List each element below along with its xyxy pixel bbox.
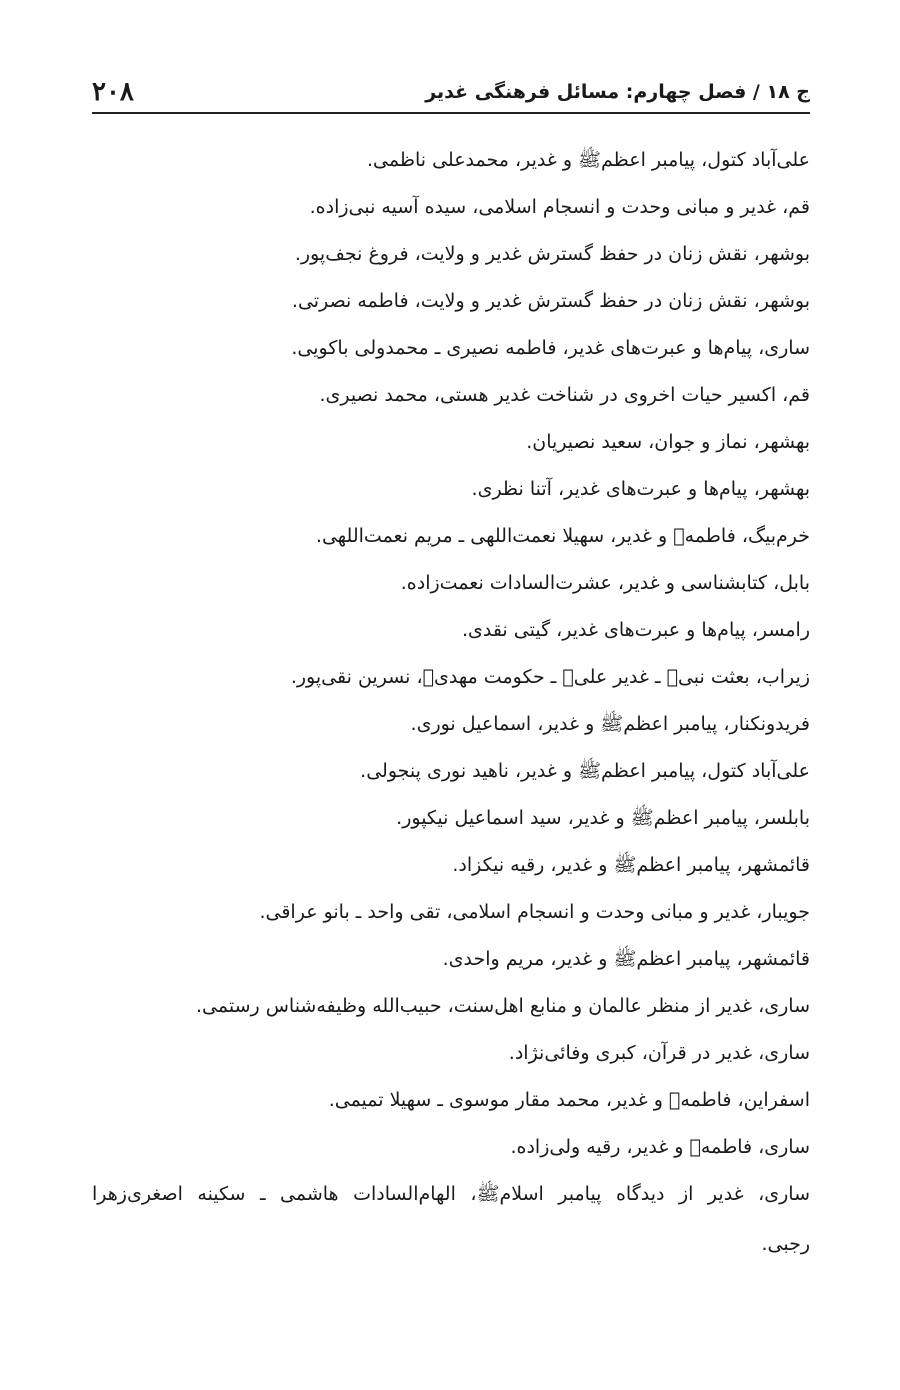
list-item: اسفراین، فاطمهؑ و غدیر، محمد مقار موسوی ـ سهیلا تمیمی.: [328, 1089, 810, 1111]
list-item: ساری، فاطمهؑ و غدیر، رقیه ولی‌زاده.: [510, 1136, 810, 1158]
page-header: [92, 72, 810, 114]
list-item: علی‌آباد کتول، پیامبر اعظمﷺ و غدیر، محمدعلی ناظمی.: [366, 149, 810, 171]
list-item: ساری، غدیر از منظر عالمان و منابع اهل‌سنت، حبیب‌الله وظیفه‌شناس رستمی.: [195, 995, 810, 1017]
list-item: بابل، کتابشناسی و غدیر، عشرت‌السادات نعمت‌زاده.: [400, 572, 810, 594]
list-item: علی‌آباد کتول، پیامبر اعظمﷺ و غدیر، ناهید نوری پنجولی.: [360, 760, 810, 782]
list-item-line: ساری، غدیر از دیدگاه پیامبر اسلامﷺ، الهام‌السادات هاشمی ـ سکینه اصغری‌زهرا: [92, 1183, 810, 1205]
list-item: ساری، غدیر در قرآن، کبری وفائی‌نژاد.: [508, 1042, 810, 1064]
entries-list: [92, 148, 810, 1282]
running-head: ج ۱۸ / فصل چهارم: مسائل فرهنگی غدیر: [425, 80, 810, 103]
list-item: زیراب، بعثت نبیﷺ ـ غدیر علیؑ ـ حکومت مهدیؑ، نسرین نقی‌پور.: [290, 666, 810, 688]
list-item: قائمشهر، پیامبر اعظمﷺ و غدیر، مریم واحدی.: [442, 948, 810, 970]
page-number: ۲۰۸: [92, 77, 134, 107]
list-item-multiline: [92, 1182, 810, 1282]
list-item: قائمشهر، پیامبر اعظمﷺ و غدیر، رقیه نیکزاد.: [452, 854, 810, 876]
list-item-line: رجبی.: [761, 1233, 810, 1255]
list-item: رامسر، پیام‌ها و عبرت‌های غدیر، گیتی نقدی.: [461, 619, 810, 641]
list-item: فریدونکنار، پیامبر اعظمﷺ و غدیر، اسماعیل نوری.: [410, 713, 810, 735]
list-item: بابلسر، پیامبر اعظمﷺ و غدیر، سید اسماعیل نیکپور.: [396, 807, 810, 829]
list-item: قم، غدیر و مبانی وحدت و انسجام اسلامی، سیده آسیه نبی‌زاده.: [309, 196, 810, 218]
list-item: بوشهر، نقش زنان در حفظ گسترش غدیر و ولایت، فاطمه نصرتی.: [291, 290, 810, 312]
list-item: بوشهر، نقش زنان در حفظ گسترش غدیر و ولایت، فروغ نجف‌پور.: [294, 243, 810, 265]
list-item: ساری، پیام‌ها و عبرت‌های غدیر، فاطمه نصیری ـ محمدولی باکویی.: [291, 337, 810, 359]
list-item: بهشهر، نماز و جوان، سعید نصیریان.: [526, 431, 810, 453]
list-item: جویبار، غدیر و مبانی وحدت و انسجام اسلامی، تقی واحد ـ بانو عراقی.: [259, 901, 810, 923]
list-item: قم، اکسیر حیات اخروی در شناخت غدیر هستی، محمد نصیری.: [319, 384, 810, 406]
list-item: بهشهر، پیام‌ها و عبرت‌های غدیر، آتنا نظری.: [471, 478, 810, 500]
list-item: خرم‌بیگ، فاطمهؑ و غدیر، سهیلا نعمت‌اللهی ـ مریم نعمت‌اللهی.: [315, 525, 810, 547]
